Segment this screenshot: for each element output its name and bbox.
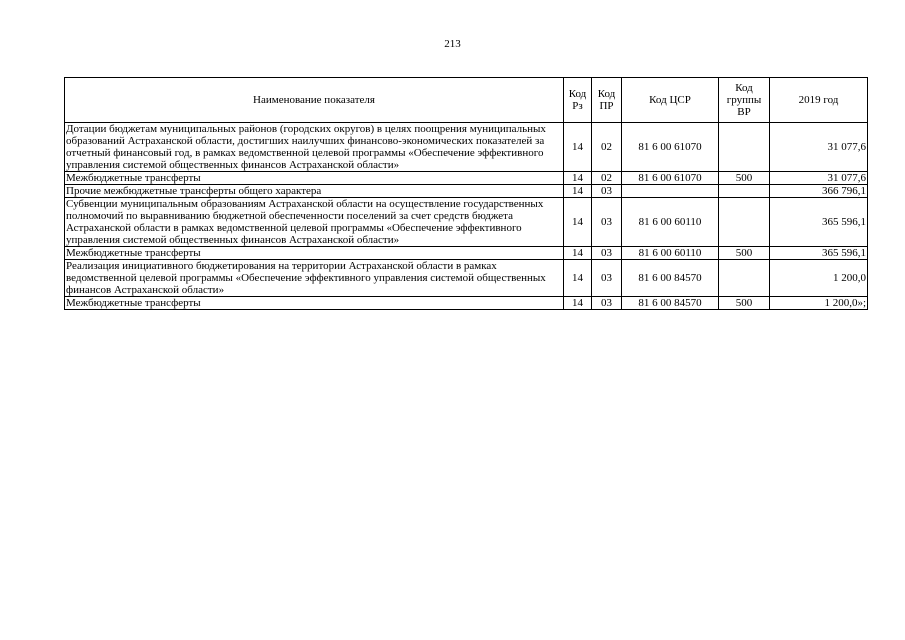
row-name: Субвенции муниципальным образованиям Астраханской области на осуществление государственных полномочий по выравниванию бюджетной обеспеченности поселений за счет средств бюджета Астраханской области в рамках ведомственной целевой программы «Обеспечение эффективного управления системой общественных финансов Астраханской области» bbox=[65, 198, 564, 247]
row-pr: 03 bbox=[592, 297, 622, 310]
table-row bbox=[65, 172, 868, 185]
row-rz: 14 bbox=[564, 247, 592, 260]
row-pr: 03 bbox=[592, 185, 622, 198]
row-rz: 14 bbox=[564, 297, 592, 310]
row-amount: 365 596,1 bbox=[770, 198, 868, 247]
table-row bbox=[65, 198, 868, 247]
header-pr: Код ПР bbox=[592, 78, 622, 123]
row-pr: 03 bbox=[592, 247, 622, 260]
row-csr bbox=[622, 185, 719, 198]
row-amount: 1 200,0 bbox=[770, 260, 868, 297]
row-name: Реализация инициативного бюджетирования на территории Астраханской области в рамках ведомственной целевой программы «Обеспечение эффективного управления системой общественных финансов Астраханской области» bbox=[65, 260, 564, 297]
row-amount: 31 077,6 bbox=[770, 172, 868, 185]
table-row bbox=[65, 247, 868, 260]
row-csr: 81 6 00 60110 bbox=[622, 198, 719, 247]
row-rz: 14 bbox=[564, 172, 592, 185]
row-pr: 03 bbox=[592, 260, 622, 297]
row-name: Межбюджетные трансферты bbox=[65, 247, 564, 260]
page-number: 213 bbox=[444, 38, 461, 50]
header-csr: Код ЦСР bbox=[622, 78, 719, 123]
header-year: 2019 год bbox=[770, 78, 868, 123]
row-vr bbox=[719, 260, 770, 297]
row-rz: 14 bbox=[564, 123, 592, 172]
row-vr: 500 bbox=[719, 172, 770, 185]
row-name: Дотации бюджетам муниципальных районов (городских округов) в целях поощрения муниципальных образований Астраханской области, достигших наилучших финансово-экономических показателей за отчетный финансовый год, в рамках ведомственной целевой программы «Обеспечение эффективного управления системой общественных финансов Астраханской области» bbox=[65, 123, 564, 172]
row-pr: 02 bbox=[592, 123, 622, 172]
row-pr: 02 bbox=[592, 172, 622, 185]
row-amount: 1 200,0»; bbox=[770, 297, 868, 310]
row-amount: 366 796,1 bbox=[770, 185, 868, 198]
row-amount: 365 596,1 bbox=[770, 247, 868, 260]
table-row bbox=[65, 185, 868, 198]
table-row bbox=[65, 260, 868, 297]
table-row bbox=[65, 297, 868, 310]
row-rz: 14 bbox=[564, 185, 592, 198]
row-csr: 81 6 00 61070 bbox=[622, 123, 719, 172]
header-rz: Код Рз bbox=[564, 78, 592, 123]
row-amount: 31 077,6 bbox=[770, 123, 868, 172]
row-rz: 14 bbox=[564, 198, 592, 247]
row-name: Межбюджетные трансферты bbox=[65, 297, 564, 310]
row-name: Прочие межбюджетные трансферты общего характера bbox=[65, 185, 564, 198]
table-header-row bbox=[65, 78, 868, 123]
row-vr bbox=[719, 123, 770, 172]
row-name: Межбюджетные трансферты bbox=[65, 172, 564, 185]
row-csr: 81 6 00 61070 bbox=[622, 172, 719, 185]
row-csr: 81 6 00 60110 bbox=[622, 247, 719, 260]
row-rz: 14 bbox=[564, 260, 592, 297]
row-csr: 81 6 00 84570 bbox=[622, 297, 719, 310]
row-vr: 500 bbox=[719, 247, 770, 260]
row-csr: 81 6 00 84570 bbox=[622, 260, 719, 297]
table-row bbox=[65, 123, 868, 172]
row-vr bbox=[719, 185, 770, 198]
row-vr: 500 bbox=[719, 297, 770, 310]
header-name: Наименование показателя bbox=[65, 78, 564, 123]
budget-table bbox=[64, 77, 868, 310]
row-vr bbox=[719, 198, 770, 247]
row-pr: 03 bbox=[592, 198, 622, 247]
header-vr: Код группы ВР bbox=[719, 78, 770, 123]
